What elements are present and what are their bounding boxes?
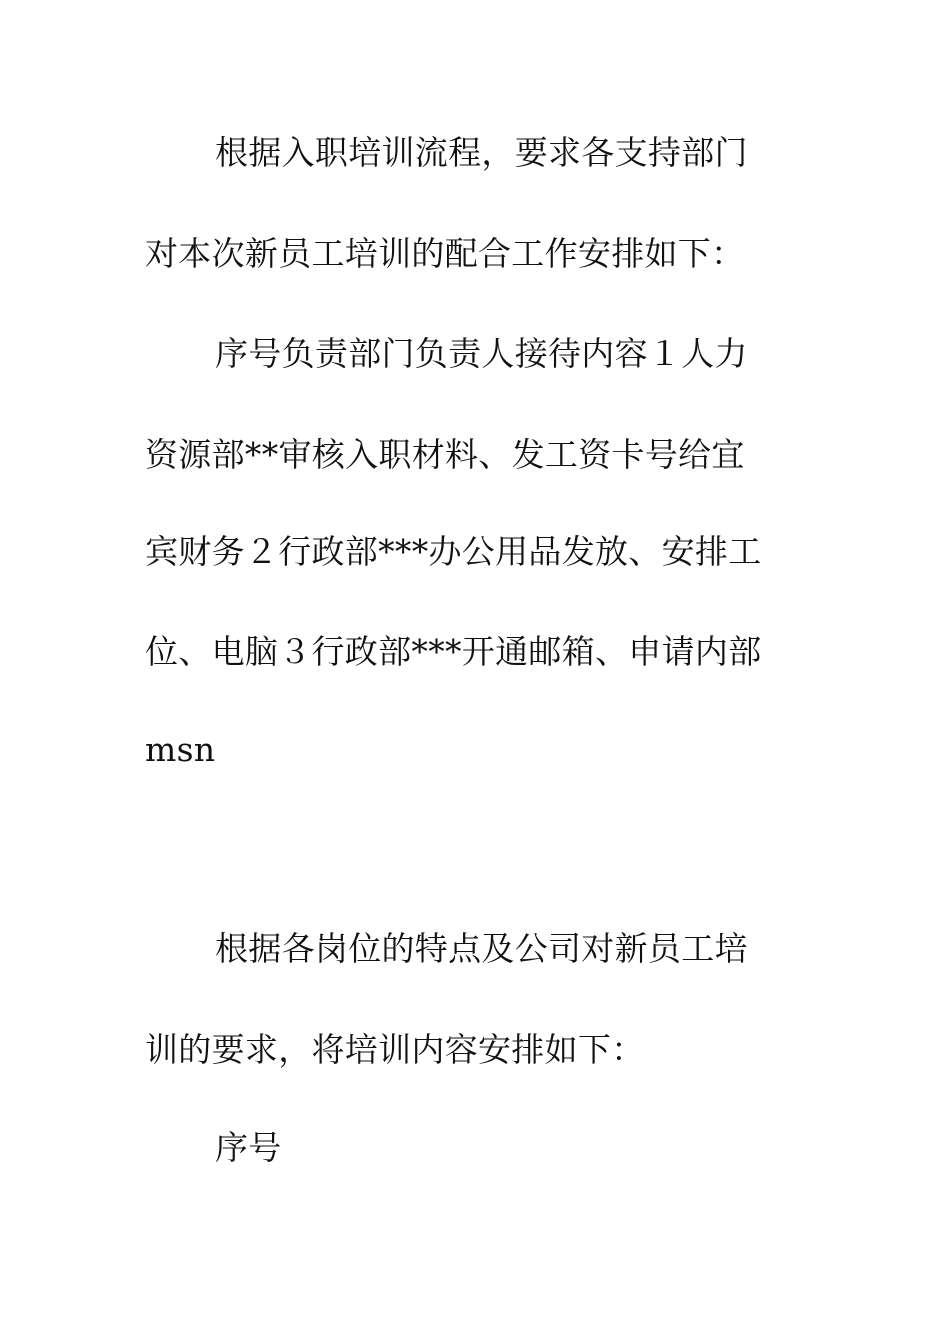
paragraph-support-departments-line-2: 对本次新员工培训的配合工作安排如下：	[145, 234, 745, 273]
paragraph-training-content-line-2: 训的要求，将培训内容安排如下：	[145, 1030, 645, 1069]
department-table-text-line-4: 位、电脑３行政部***开通邮箱、申请内部	[145, 632, 762, 671]
paragraph-support-departments-line-1: 根据入职培训流程，要求各支持部门	[215, 133, 748, 172]
department-table-text-line-1: 序号负责部门负责人接待内容１人力	[215, 334, 748, 373]
department-table-text-line-5: msn	[145, 730, 216, 769]
paragraph-training-content-line-1: 根据各岗位的特点及公司对新员工培	[215, 929, 748, 968]
department-table-text-line-2: 资源部**审核入职材料、发工资卡号给宜	[145, 435, 745, 474]
department-table-text-line-3: 宾财务２行政部***办公用品发放、安排工	[145, 532, 762, 571]
sequence-number-heading: 序号	[215, 1128, 282, 1167]
